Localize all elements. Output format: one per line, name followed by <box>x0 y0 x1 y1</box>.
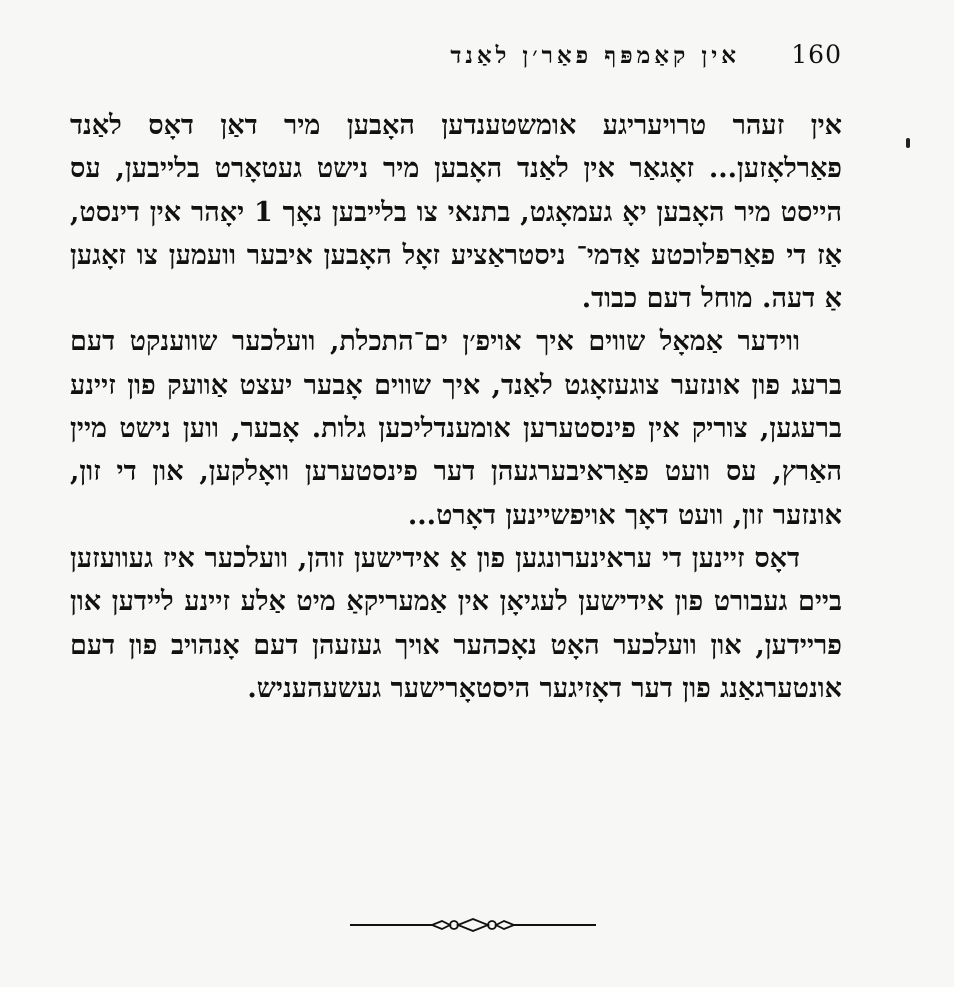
page-header <box>290 38 850 82</box>
page-number: 160 <box>791 40 842 69</box>
running-title: אין קאַמפּף פאַר׳ן לאַנד <box>450 42 740 69</box>
margin-ink-mark <box>906 138 910 148</box>
body-text <box>70 104 842 710</box>
paragraph-2: ווידער אַמאָל שווים איך אויפ׳ן ים־התכלת, וועלכער שווענקט דעם ברעג פון אונזער צוגעזאָגט לאַנד, איך שווים אָבער יעצט אַוועק פון זיינע ברעגען, צוריק אין פינסטערען אומענדליכען גלות. אָבער, ווען נישט מיין האַרץ, עס וועט פאַראיבערגעהן דער פינסטערען וואָלקען, און די זון, אונזער זון, וועט דאָך אויפשיינען דאָרט... <box>70 326 842 531</box>
paragraph-1: אין זעהר טרויעריגע אומשטענדען האָבען מיר דאַן דאָס לאַנד פאַרלאָזען... זאָגאַר אין לאַנד האָבען מיר נישט געטאָרט בלייבען, עס הייסט מיר האָבען יאָ געמאָגט, בתנאי צו בלייבען נאָך 1 יאָהר אין דינסט, אַז די פאַרפלוכטע אַדמי־ ניסטראַציע זאָל האָבען איבער וועמען צו זאָגען אַ דעה. מוחל דעם כבוד. <box>70 110 842 315</box>
paragraph-3: דאָס זיינען די עראינערונגען פון אַ אידישען זוהן, וועלכער איז געוועזען ביים געבורט פון אידישען לעגיאָן אין אַמעריקאַ מיט אַלע זיינע ליידען און פריידען, און וועלכער האָט נאָכהער אויך געזעהן דעם אָנהויב פון דעם אונטערגאַנג פון דער דאָזיגער היסטאָרישער געשעהעניש. <box>70 542 842 704</box>
ornament-divider <box>350 912 596 938</box>
